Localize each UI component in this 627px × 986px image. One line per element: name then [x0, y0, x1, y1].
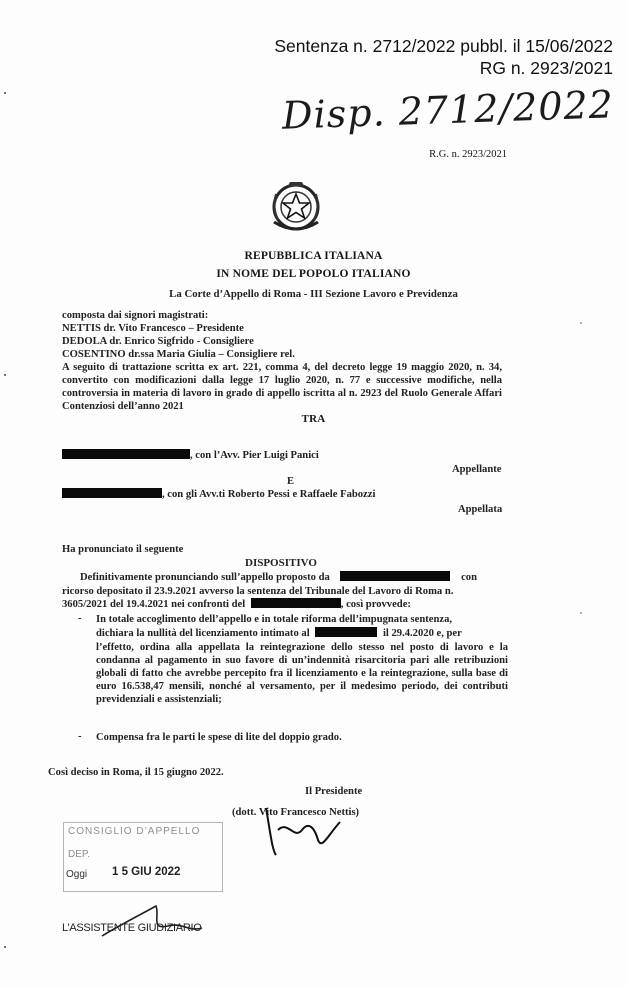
court-name: La Corte d’Appello di Roma - III Sezione Lavoro e Previdenza — [169, 288, 458, 300]
disp-line-1-a: Definitivamente pronunciando sull’appello proposto da — [80, 572, 330, 583]
president-signature-icon — [258, 800, 358, 860]
judge-2: DEDOLA dr. Enrico Sigfrido - Consigliere — [62, 336, 254, 347]
president-title: Il Presidente — [305, 786, 363, 797]
disp-line-2: ricorso depositato il 23.9.2021 avverso la sentenza del Tribunale del Lavoro di Roma n. — [62, 586, 454, 597]
bullet-dash-2: - — [78, 731, 82, 742]
stamp-line-1: CONSIGLIO D’APPELLO — [68, 826, 201, 837]
people-title: IN NOME DEL POPOLO ITALIANO — [216, 268, 411, 280]
clerk-signature-icon — [98, 896, 208, 956]
appellee-role: Appellata — [458, 504, 503, 515]
appellant-role: Appellante — [452, 464, 502, 475]
edge-dot — [4, 946, 6, 948]
redacted-appellant — [62, 449, 190, 459]
president-name: (dott. Vito Francesco Nettis) — [232, 807, 360, 818]
republic-title: REPUBBLICA ITALIANA — [244, 250, 383, 262]
stamp-line-2: DEP. — [68, 849, 91, 860]
place-date: Così deciso in Roma, il 15 giugno 2022. — [48, 767, 224, 778]
edge-dot — [580, 322, 582, 324]
disp-line-3-b: , così provvede: — [340, 599, 411, 610]
bullet-2: Compensa fra le parti le spese di lite del doppio grado. — [96, 732, 342, 743]
bullet-1-line-2 — [96, 627, 462, 640]
disp-line-3-a: 3605/2021 del 19.4.2021 nei confronti del — [62, 599, 246, 610]
disp-line-1 — [80, 571, 477, 584]
appellee-line — [62, 488, 375, 501]
bullet-1-line-2-a: dichiara la nullità del licenziamento intimato al — [96, 628, 310, 639]
rg-header: RG n. 2923/2021 — [479, 58, 613, 78]
premise-paragraph: A seguito di trattazione scritta ex art. 221, comma 4, del decreto legge 19 maggio 2020, n. 34, convertito con modificazioni dalla legge 17 luglio 2020, n. 77 e successive modifiche, nella controversia in materia di lavoro in grado di appello iscritta al n. 2923 del Ruolo Generale Affari Contenziosi dell’anno 2021 — [62, 362, 502, 412]
redacted-appellant-2 — [340, 571, 450, 581]
appellant-line — [62, 449, 319, 462]
appellant-lawyer: , con l’Avv. Pier Luigi Panici — [190, 450, 319, 461]
e-label: E — [287, 476, 295, 487]
bullet-1-rest: l’effetto, ordina alla appellata la reintegrazione dello stesso nel posto di lavoro e la condanna al pagamento in suo favore di un’indennità risarcitoria pari alle retribuzioni globali di fatto che avrebbe percepito fra il licenziamento e la reintegrazione, sulla base di euro 16.538,47 mensili, nonché al versamento, per il medesimo periodo, dei contributi previdenziali e assistenziali; — [96, 642, 508, 705]
handwritten-annotation: Disp. 2712/2022 — [281, 82, 615, 138]
bullet-dash-1: - — [78, 613, 82, 624]
redacted-appellee-2 — [251, 598, 341, 608]
stamp-oggi: Oggi — [66, 869, 88, 880]
bullet-1-line-1: In totale accoglimento dell’appello e in totale riforma dell’impugnata sentenza, — [96, 614, 453, 625]
rg-small: R.G. n. 2923/2021 — [429, 149, 507, 160]
dispositivo-heading: DISPOSITIVO — [245, 557, 317, 569]
edge-dot — [580, 612, 582, 614]
stamp-date: 1 5 GIU 2022 — [112, 866, 181, 878]
tra-label: TRA — [301, 413, 326, 425]
pronounced-text: Ha pronunciato il seguente — [62, 544, 184, 555]
disp-line-3 — [62, 598, 411, 611]
edge-dot — [4, 374, 6, 376]
stamp-assistente: L’ASSISTENTE GIUDIZIARIO — [62, 922, 202, 934]
judge-3: COSENTINO dr.ssa Maria Giulia – Consigliere rel. — [62, 349, 295, 360]
judge-1: NETTIS dr. Vito Francesco – Presidente — [62, 323, 244, 334]
edge-dot — [4, 92, 6, 94]
deposit-stamp — [63, 822, 223, 892]
composition-intro: composta dai signori magistrati: — [62, 310, 209, 321]
disp-line-1-b: con — [461, 572, 477, 583]
italian-emblem-icon — [264, 174, 328, 238]
redacted-worker — [315, 627, 377, 637]
appellee-lawyer: , con gli Avv.ti Roberto Pessi e Raffaele Fabozzi — [162, 489, 376, 500]
sentenza-header: Sentenza n. 2712/2022 pubbl. il 15/06/2022 — [274, 36, 613, 56]
bullet-1-line-2-b: il 29.4.2020 e, per — [382, 628, 462, 639]
redacted-appellee — [62, 488, 162, 498]
